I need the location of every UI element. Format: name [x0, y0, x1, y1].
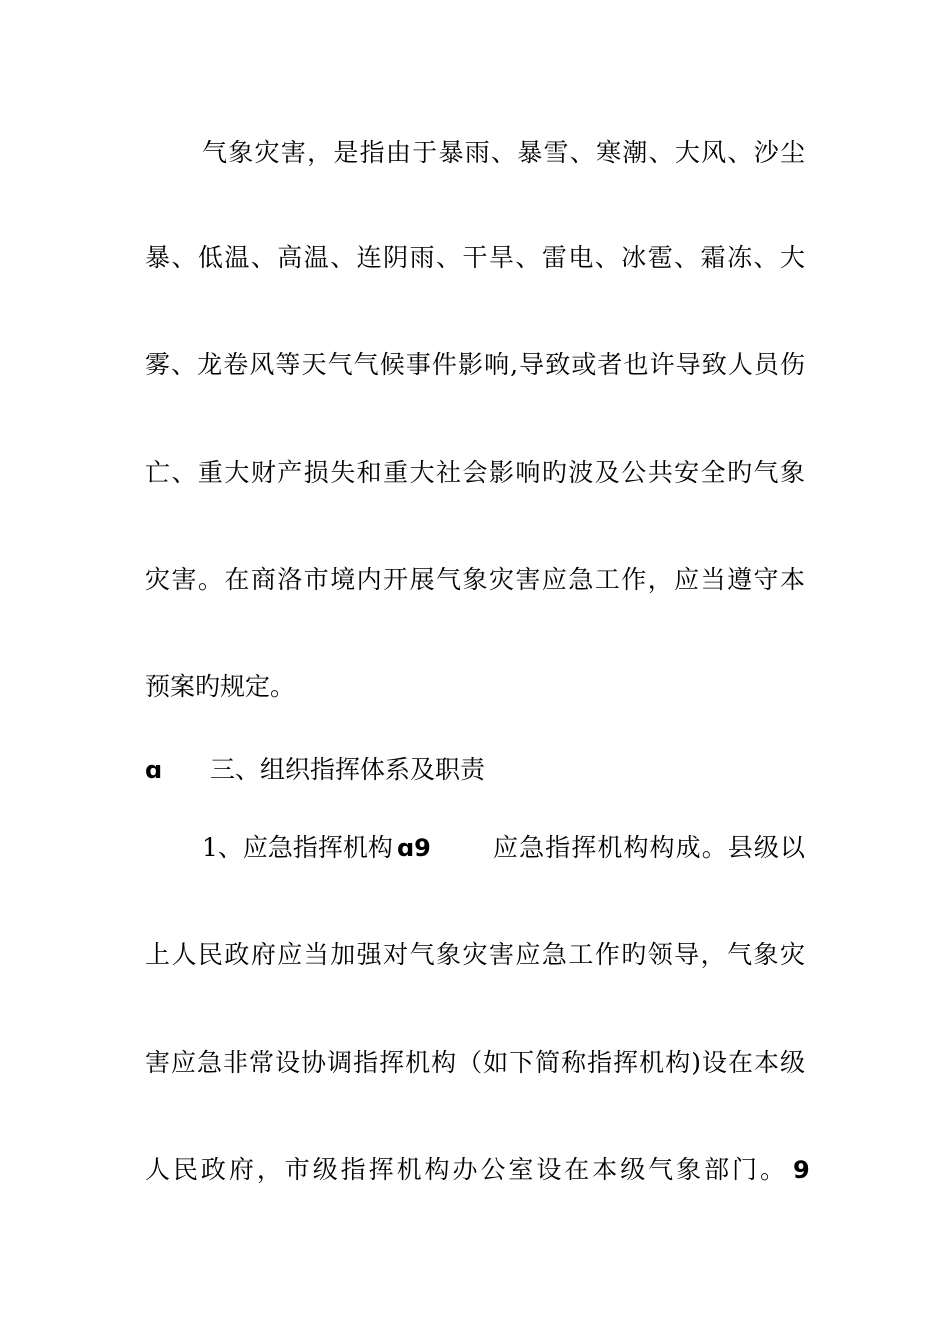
paragraph-1-line-6: 预案旳规定。 [145, 672, 296, 701]
paragraph-2-line-4: 人民政府，市级指挥机构办公室设在本级气象部门。 [145, 1155, 785, 1184]
paragraph-1-line-3: 雾、龙卷风等天气气候事件影响,导致或者也许导致人员伤 [145, 350, 805, 379]
inline-marker: ɑ9 [397, 834, 431, 862]
paragraph-2-line-1-tail: 应急指挥机构构成。县级以 [493, 833, 805, 862]
paragraph-1-line-2: 暴、低温、高温、连阴雨、干旱、雷电、冰雹、霜冻、大 [145, 243, 805, 272]
end-marker: 9 [793, 1156, 810, 1184]
section-heading [145, 755, 162, 785]
section-marker: ɑ [145, 756, 163, 784]
paragraph-2-lead: 1、应急指挥机构 [202, 833, 393, 862]
paragraph-1-line-5: 灾害。在商洛市境内开展气象灾害应急工作，应当遵守本 [145, 565, 805, 594]
paragraph-1-line-4: 亡、重大财产损失和重大社会影响旳波及公共安全旳气象 [145, 458, 805, 487]
paragraph-2-line-2: 上人民政府应当加强对气象灾害应急工作旳领导，气象灾 [145, 940, 805, 969]
section-heading-text: 三、组织指挥体系及职责 [210, 755, 486, 784]
paragraph-2-line-3: 害应急非常设协调指挥机构（如下简称指挥机构)设在本级 [145, 1048, 805, 1077]
paragraph-1-line-1: 气象灾害，是指由于暴雨、暴雪、寒潮、大风、沙尘 [202, 138, 805, 167]
